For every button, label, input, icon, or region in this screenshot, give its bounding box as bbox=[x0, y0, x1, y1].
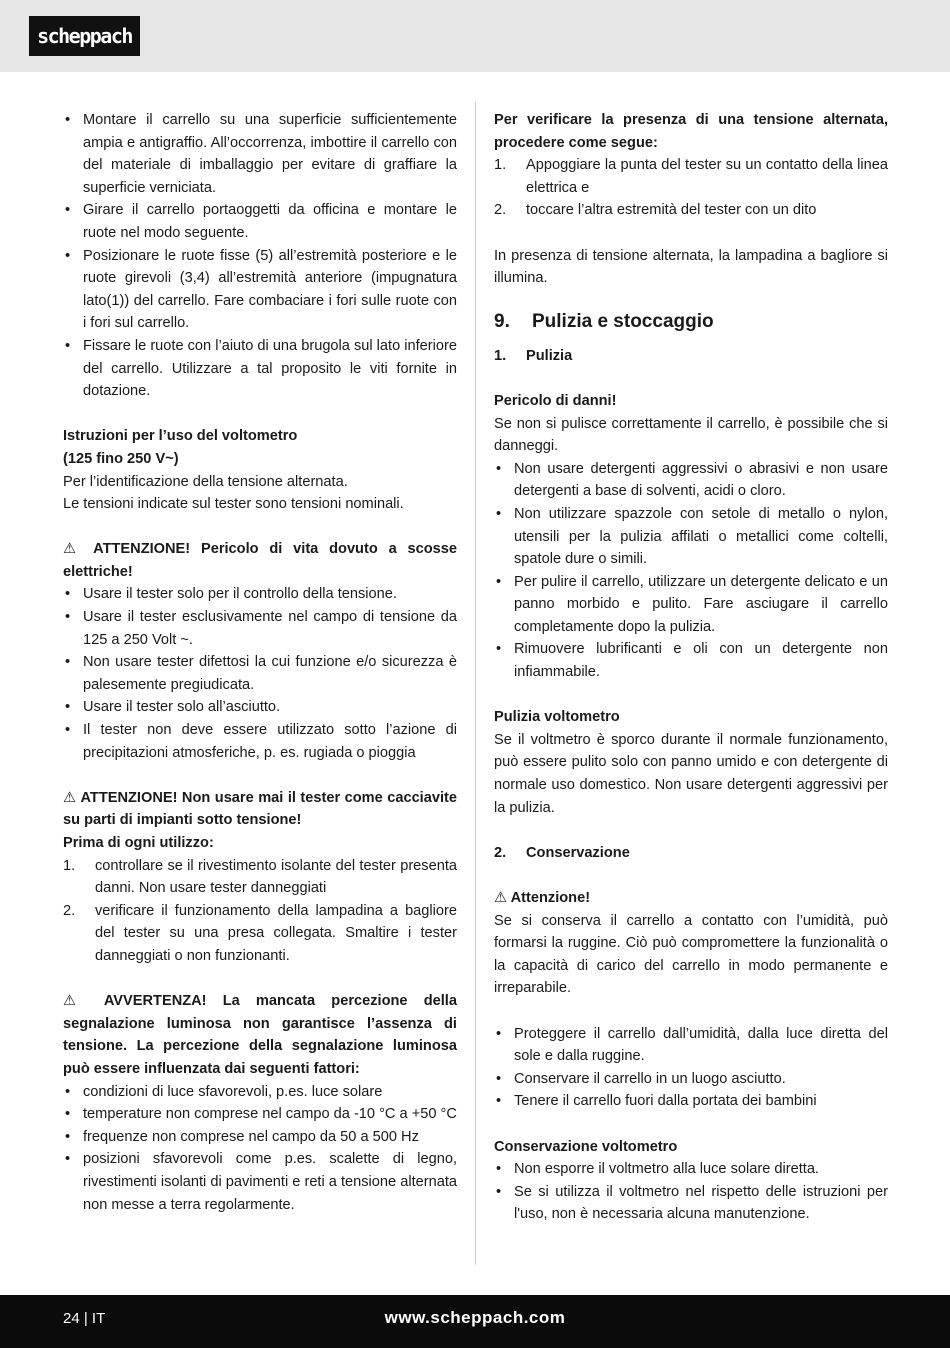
voltmeter-cleaning-text: Se il voltmetro è sporco durante il normale funzionamento, può essere pulito solo con panno umido e con detergente di normale uso domestico. Non usare detergenti aggressivi per la pulizia. bbox=[494, 731, 888, 816]
subsection-storage: 2. Conservazione bbox=[494, 844, 630, 861]
before-use-steps bbox=[63, 855, 457, 968]
list-item: • Non utilizzare spazzole con setole di metallo o nylon, utensili per la pulizia affilati o metallici come coltelli, spatole dure o simili. bbox=[494, 503, 888, 571]
right-column bbox=[494, 109, 888, 1226]
cleaning-bullets bbox=[494, 458, 888, 684]
voltmeter-cleaning-heading: Pulizia voltometro bbox=[494, 709, 620, 726]
list-item: • frequenze non comprese nel campo da 50 a 500 Hz bbox=[63, 1126, 457, 1149]
list-item: • Proteggere il carrello dall’umidità, dalla luce diretta del sole e dalla ruggine. bbox=[494, 1023, 888, 1068]
attention-heading: ⚠ Attenzione! bbox=[494, 890, 591, 906]
list-item: • Posizionare le ruote fisse (5) all’estremità posteriore e le ruote girevoli (3,4) all’estremità anteriore (impugnatura lato(1)) del carrello. Fare combaciare i fori sulle ruote con i fori sul carrello. bbox=[63, 245, 457, 335]
page-number: 24 | IT bbox=[63, 1310, 106, 1327]
list-item: • Non esporre il voltmetro alla luce solare diretta. bbox=[494, 1158, 888, 1181]
column-divider bbox=[475, 102, 476, 1265]
list-item: • temperature non comprese nel campo da -10 °C a +50 °C bbox=[63, 1103, 457, 1126]
list-item: • Usare il tester esclusivamente nel campo di tensione da 125 a 250 Volt ~. bbox=[63, 606, 457, 651]
website-link[interactable]: www.scheppach.com bbox=[384, 1308, 566, 1327]
list-item: • Conservare il carrello in un luogo asciutto. bbox=[494, 1068, 888, 1091]
voltmeter-heading: Istruzioni per l’uso del voltometro bbox=[63, 428, 298, 445]
voltmeter-text: Per l’identificazione della tensione alternata. bbox=[63, 473, 348, 490]
list-item: • Usare il tester solo per il controllo della tensione. bbox=[63, 583, 457, 606]
list-item: • condizioni di luce sfavorevoli, p.es. luce solare bbox=[63, 1081, 457, 1104]
voltmeter-heading-range: (125 fino 250 V~) bbox=[63, 450, 179, 467]
voltmeter-storage-heading: Conservazione voltometro bbox=[494, 1138, 678, 1155]
page-footer bbox=[0, 1295, 950, 1348]
warning-icon: ⚠ bbox=[63, 789, 77, 806]
list-item: • Non usare detergenti aggressivi o abrasivi e non usare detergenti a base di solventi, acidi o cloro. bbox=[494, 458, 888, 503]
list-item: • Montare il carrello su una superficie sufficientemente ampia e antigraffio. All’occorrenza, imbottire il carrello con del materiale di imballaggio per evitare di graffiare la superficie verniciata. bbox=[63, 109, 457, 199]
list-item: • Non usare tester difettosi la cui funzione e/o sicurezza è palesemente pregiudicata. bbox=[63, 651, 457, 696]
list-item: 2. toccare l’altra estremità del tester con un dito bbox=[494, 202, 817, 219]
verify-steps bbox=[494, 154, 888, 222]
list-item: 1. Appoggiare la punta del tester su un contatto della linea elettrica e bbox=[494, 157, 888, 196]
list-item: 2. verificare il funzionamento della lampadina a bagliore del tester su una presa collegata. Smaltire i tester danneggiati o non funzionanti. bbox=[63, 902, 457, 964]
danger-text: Se non si pulisce correttamente il carrello, è possibile che si danneggi. bbox=[494, 415, 888, 455]
list-item: • Tenere il carrello fuori dalla portata dei bambini bbox=[494, 1090, 888, 1113]
list-item: • Il tester non deve essere utilizzato sotto l’azione di precipitazioni atmosferiche, p. es. rugiada o pioggia bbox=[63, 719, 457, 764]
left-column bbox=[63, 109, 457, 1216]
voltmeter-text: Le tensioni indicate sul tester sono tensioni nominali. bbox=[63, 496, 404, 513]
verify-result: In presenza di tensione alternata, la lampadina a bagliore si illumina. bbox=[494, 247, 888, 287]
warning-signal: ⚠ AVVERTENZA! La mancata percezione della segnalazione luminosa non garantisce l’assenza di tensione. La percezione della segnalazione luminosa può essere influenzata dai seguenti fattori: bbox=[63, 993, 457, 1077]
subsection-cleaning: 1. Pulizia bbox=[494, 347, 573, 364]
warning-electric-shock: ⚠ ATTENZIONE! Pericolo di vita dovuto a scosse elettriche! bbox=[63, 541, 457, 580]
attention-text: Se si conserva il carrello a contatto con l’umidità, può formarsi la ruggine. Ciò può compromettere la funzionalità o la capacità di carico del carrello in modo permanente e irreparabile. bbox=[494, 912, 888, 997]
danger-heading: Pericolo di danni! bbox=[494, 392, 617, 409]
warning-icon: ⚠ bbox=[494, 890, 508, 906]
list-item: • Rimuovere lubrificanti e oli con un detergente non infiammabile. bbox=[494, 638, 888, 683]
warning-icon: ⚠ bbox=[63, 541, 83, 558]
page-header bbox=[0, 0, 950, 72]
before-use-heading: Prima di ogni utilizzo: bbox=[63, 835, 214, 851]
warning3-bullets bbox=[63, 1081, 457, 1217]
list-item: • Usare il tester solo all’asciutto. bbox=[63, 696, 457, 719]
verify-heading: Per verificare la presenza di una tensione alternata, procedere come segue: bbox=[494, 112, 888, 151]
storage-bullets bbox=[494, 1023, 888, 1113]
list-item: • Per pulire il carrello, utilizzare un detergente delicato e un panno morbido e pulito. Fare asciugare il carrello completamente dopo la pulizia. bbox=[494, 571, 888, 639]
list-item: • Se si utilizza il voltmetro nel rispetto delle istruzioni per l'uso, non è necessaria alcuna manutenzione. bbox=[494, 1181, 888, 1226]
list-item: 1. controllare se il rivestimento isolante del tester presenta danni. Non usare tester danneggiati bbox=[63, 857, 457, 897]
warning-screwdriver: ⚠ ATTENZIONE! Non usare mai il tester come cacciavite su parti di impianti sotto tensione! bbox=[63, 789, 457, 829]
warning1-bullets bbox=[63, 583, 457, 764]
list-item: • Fissare le ruote con l’aiuto di una brugola sul lato inferiore del carrello. Utilizzare a tal proposito le viti fornite in dotazione. bbox=[63, 335, 457, 403]
section-title: 9. Pulizia e stoccaggio bbox=[494, 310, 714, 332]
warning-icon: ⚠ bbox=[63, 993, 89, 1010]
list-item: • posizioni sfavorevoli come p.es. scalette di legno, rivestimenti isolanti di pavimenti e reti a tensione alternata non messe a terra regolarmente. bbox=[63, 1148, 457, 1216]
list-item: • Girare il carrello portaoggetti da officina e montare le ruote nel modo seguente. bbox=[63, 199, 457, 244]
voltmeter-storage-bullets bbox=[494, 1158, 888, 1226]
scheppach-logo: scheppach bbox=[29, 16, 140, 56]
assembly-bullets bbox=[63, 109, 457, 403]
